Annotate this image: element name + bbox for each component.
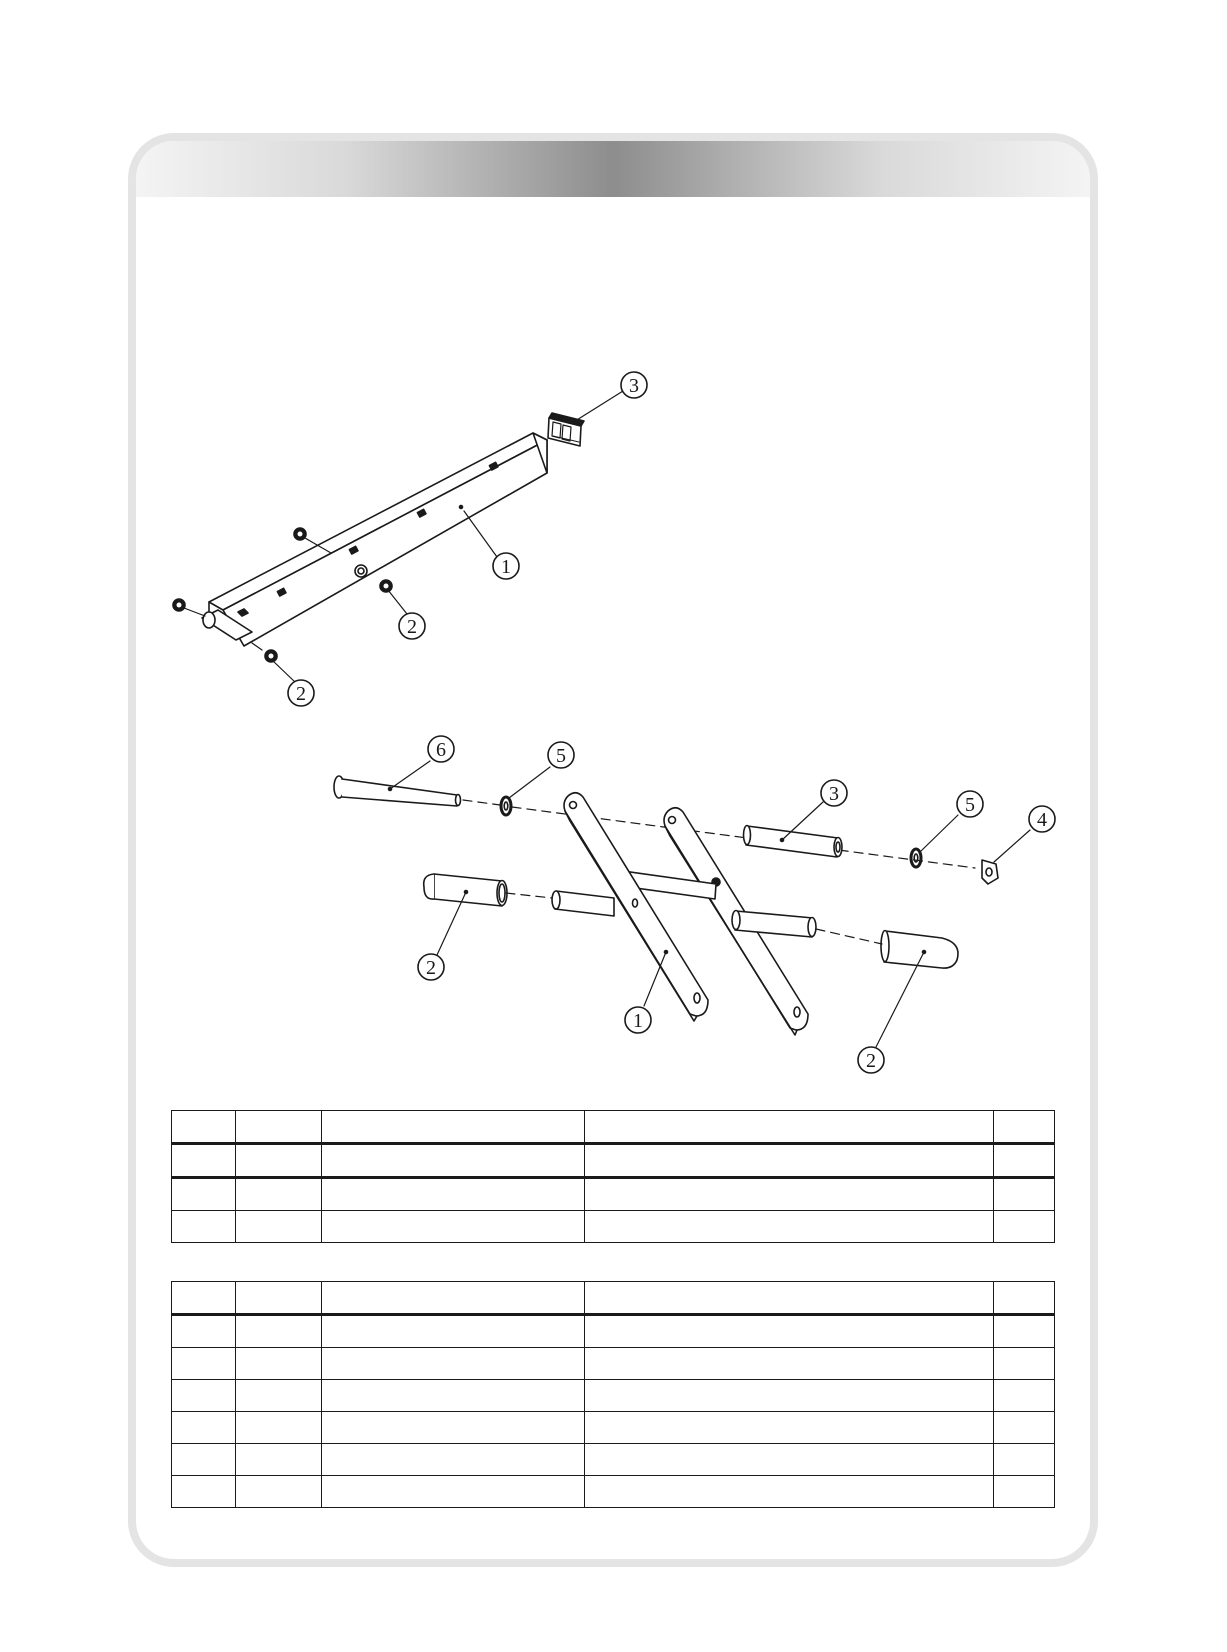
table-cell — [585, 1178, 994, 1211]
table-row — [172, 1315, 1055, 1348]
nut-part-2-c — [173, 599, 205, 616]
table-cell — [994, 1348, 1055, 1380]
table-cell — [994, 1211, 1055, 1243]
table-cell — [585, 1211, 994, 1243]
callout-lower-part-1 — [625, 1007, 651, 1033]
nut-part-2-d — [252, 643, 277, 662]
table-cell — [585, 1476, 994, 1508]
svg-text:5: 5 — [556, 745, 566, 767]
table-cell — [172, 1444, 236, 1476]
callout-lower-part-2-left — [418, 954, 444, 980]
table-cell — [172, 1111, 236, 1144]
table-cell — [585, 1282, 994, 1315]
callout-lower-part-4 — [1029, 806, 1055, 832]
table-cell — [172, 1315, 236, 1348]
table-row — [172, 1144, 1055, 1178]
table-cell — [236, 1144, 322, 1178]
table-cell — [322, 1282, 585, 1315]
table-cell — [236, 1178, 322, 1211]
table-cell — [994, 1144, 1055, 1178]
table-header-row — [172, 1282, 1055, 1315]
table-cell — [585, 1144, 994, 1178]
table-cell — [994, 1282, 1055, 1315]
table-cell — [236, 1315, 322, 1348]
table-cell — [994, 1412, 1055, 1444]
table-cell — [994, 1380, 1055, 1412]
svg-text:2: 2 — [426, 957, 436, 979]
table-header-row — [172, 1111, 1055, 1144]
table-cell — [322, 1144, 585, 1178]
svg-text:3: 3 — [829, 783, 839, 805]
callout-lower-part-2-right — [858, 1047, 884, 1073]
table-cell — [172, 1476, 236, 1508]
table-cell — [585, 1444, 994, 1476]
table-cell — [322, 1348, 585, 1380]
svg-text:6: 6 — [436, 739, 446, 761]
table-cell — [322, 1111, 585, 1144]
table-cell — [994, 1111, 1055, 1144]
svg-text:3: 3 — [629, 375, 639, 397]
washer-part-5-left — [501, 797, 511, 815]
table-cell — [236, 1380, 322, 1412]
svg-text:1: 1 — [633, 1010, 643, 1032]
table-cell — [322, 1444, 585, 1476]
lock-nut-part-4 — [982, 860, 998, 884]
table-row — [172, 1380, 1055, 1412]
table-cell — [236, 1111, 322, 1144]
table-cell — [322, 1412, 585, 1444]
table-row — [172, 1412, 1055, 1444]
table-row — [172, 1476, 1055, 1508]
svg-text:2: 2 — [407, 616, 417, 638]
table-cell — [236, 1444, 322, 1476]
upper-assembly — [173, 391, 623, 683]
callout-upper-part-2-left — [288, 680, 314, 706]
callout-lower-part-6 — [428, 736, 454, 762]
table-cell — [172, 1412, 236, 1444]
parts-table-upper — [171, 1110, 1055, 1243]
lower-assembly — [334, 761, 1030, 1047]
table-cell — [585, 1348, 994, 1380]
tube-left-short — [552, 891, 614, 916]
callout-lower-part-5-right — [957, 791, 983, 817]
end-cap-part-2-left — [424, 874, 507, 906]
table-cell — [172, 1178, 236, 1211]
callout-upper-part-3 — [621, 372, 647, 398]
table-cell — [236, 1282, 322, 1315]
table-cell — [322, 1211, 585, 1243]
svg-text:2: 2 — [866, 1050, 876, 1072]
table-cell — [994, 1315, 1055, 1348]
callout-upper-part-1 — [493, 553, 519, 579]
bolt-part-6 — [334, 776, 461, 806]
table-cell — [172, 1380, 236, 1412]
callout-upper-part-2-right — [399, 613, 425, 639]
table-cell — [322, 1315, 585, 1348]
table-cell — [585, 1315, 994, 1348]
table-row — [172, 1444, 1055, 1476]
table-cell — [322, 1178, 585, 1211]
end-cap-part-3 — [548, 413, 584, 446]
table-cell — [585, 1412, 994, 1444]
table-cell — [322, 1476, 585, 1508]
table-cell — [322, 1380, 585, 1412]
table-row — [172, 1348, 1055, 1380]
parts-table-lower — [171, 1281, 1055, 1508]
callout-lower-part-3 — [821, 780, 847, 806]
table-cell — [236, 1412, 322, 1444]
callout-lower-part-5-left — [548, 742, 574, 768]
table-cell — [236, 1211, 322, 1243]
table-cell — [994, 1444, 1055, 1476]
table-cell — [585, 1380, 994, 1412]
table-cell — [172, 1211, 236, 1243]
svg-text:4: 4 — [1037, 809, 1047, 831]
table-cell — [172, 1282, 236, 1315]
table-row — [172, 1211, 1055, 1243]
table-cell — [172, 1144, 236, 1178]
table-row — [172, 1178, 1055, 1211]
svg-text:5: 5 — [965, 794, 975, 816]
table-cell — [585, 1111, 994, 1144]
table-cell — [236, 1476, 322, 1508]
flat-bar-part-1 — [202, 433, 547, 646]
table-cell — [172, 1348, 236, 1380]
svg-text:1: 1 — [501, 556, 511, 578]
end-cap-part-2-right — [881, 931, 958, 969]
table-cell — [994, 1476, 1055, 1508]
table-cell — [994, 1178, 1055, 1211]
washer-part-5-right — [911, 849, 921, 867]
nut-part-2-b — [380, 580, 392, 592]
svg-text:2: 2 — [296, 683, 306, 705]
table-cell — [236, 1348, 322, 1380]
